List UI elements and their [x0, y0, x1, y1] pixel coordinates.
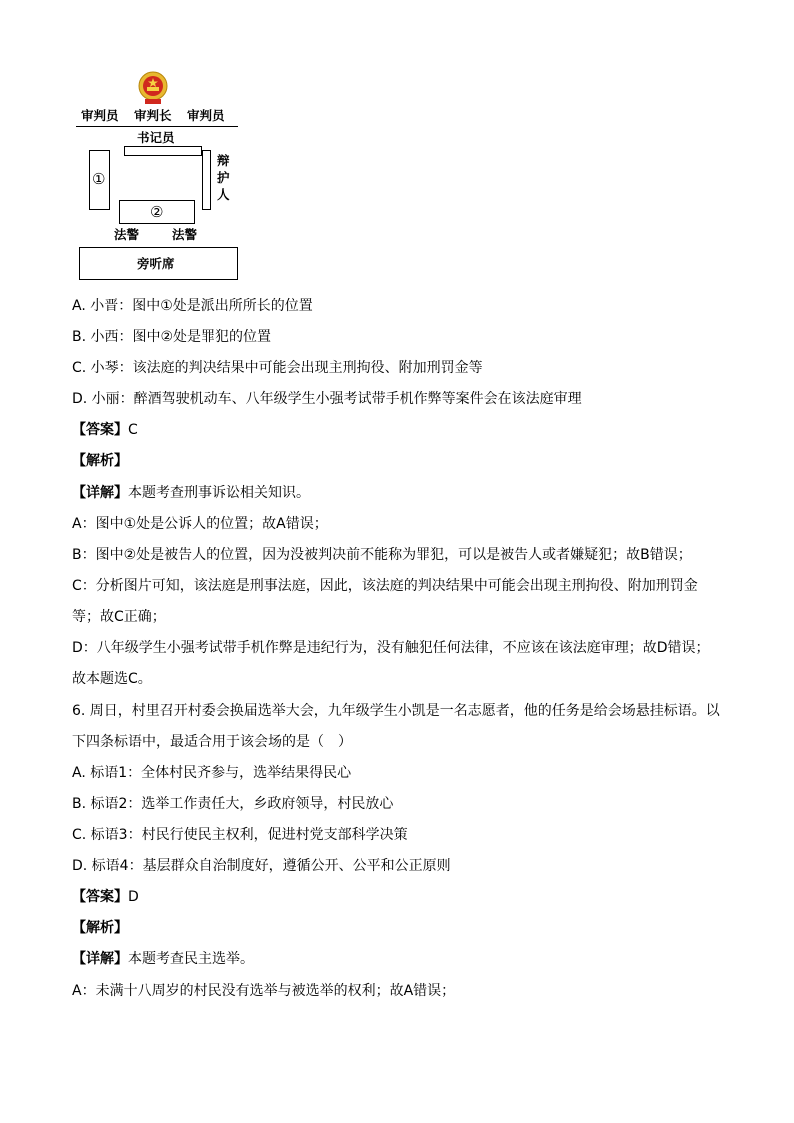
answer-tag: 【答案】: [72, 422, 128, 438]
q5-explanation-b: B：图中②处是被告人的位置，因为没被判决前不能称为罪犯，可以是被告人或者嫌疑犯；故B错误；: [72, 547, 692, 563]
q6-analysis-tag: 【解析】: [72, 920, 128, 936]
q6-explanation-a: A：未满十八周岁的村民没有选举与被选举的权利；故A错误；: [72, 983, 456, 999]
clerk-desk: [124, 146, 202, 156]
defender-label-1: 辩: [217, 153, 230, 168]
q5-answer: [72, 421, 138, 439]
q5-analysis-tag: 【解析】: [72, 453, 128, 469]
detail-text: 本题考查刑事诉讼相关知识。: [128, 485, 310, 501]
answer-tag: 【答案】: [72, 889, 128, 905]
gallery-label: 旁听席: [137, 256, 175, 271]
seat-1-label: ①: [92, 170, 106, 188]
q5-option-d: D. 小丽：醉酒驾驶机动车、八年级学生小强考试带手机作弊等案件会在该法庭审理: [72, 391, 582, 407]
q6-stem-line-1: 6. 周日，村里召开村委会换届选举大会，九年级学生小凯是一名志愿者，他的任务是给会场悬挂标语。以: [72, 703, 720, 719]
q5-explanation-a: A：图中①处是公诉人的位置；故A错误；: [72, 516, 328, 532]
seat-2-label: ②: [150, 203, 164, 221]
q5-option-c: C. 小琴：该法庭的判决结果中可能会出现主刑拘役、附加刑罚金等: [72, 360, 483, 376]
answer-value: C: [128, 422, 138, 438]
q6-option-b: B. 标语2：选举工作责任大，乡政府领导，村民放心: [72, 796, 394, 812]
chief-judge-label: 审判长: [134, 108, 172, 123]
detail-tag: 【详解】: [72, 485, 128, 501]
q5-explanation-c: C：分析图片可知，该法庭是刑事法庭，因此，该法庭的判决结果中可能会出现主刑拘役、附加刑罚金: [72, 578, 698, 594]
courtroom-diagram: [76, 66, 242, 282]
q5-detail: [72, 484, 310, 502]
q6-detail: [72, 950, 254, 968]
bench-line: [76, 126, 238, 127]
judge-label-right: 审判员: [187, 108, 225, 123]
detail-text: 本题考查民主选举。: [128, 951, 254, 967]
q5-option-b: B. 小西：图中②处是罪犯的位置: [72, 329, 272, 345]
national-emblem-icon: [136, 70, 170, 106]
bailiff-left-label: 法警: [114, 227, 140, 242]
bailiff-right-label: 法警: [172, 227, 198, 242]
q5-explanation-c-cont: 等；故C正确；: [72, 609, 166, 625]
judge-label-left: 审判员: [81, 108, 119, 123]
q6-stem-line-2: 下四条标语中，最适合用于该会场的是（ ）: [72, 734, 352, 750]
q5-explanation-d: D：八年级学生小强考试带手机作弊是违纪行为，没有触犯任何法律，不应该在该法庭审理；故D错误；: [72, 640, 710, 656]
q6-answer: [72, 888, 139, 906]
defender-desk: [202, 150, 211, 210]
detail-tag: 【详解】: [72, 951, 128, 967]
clerk-label: 书记员: [137, 130, 175, 145]
q6-option-c: C. 标语3：村民行使民主权利，促进村党支部科学决策: [72, 827, 408, 843]
q5-conclusion: 故本题选C。: [72, 671, 152, 687]
answer-value: D: [128, 889, 139, 905]
q6-option-d: D. 标语4：基层群众自治制度好，遵循公开、公平和公正原则: [72, 858, 451, 874]
defender-label-2: 护: [217, 170, 230, 185]
q5-option-a: A. 小晋：图中①处是派出所所长的位置: [72, 298, 313, 314]
defender-label-3: 人: [217, 187, 230, 202]
q6-option-a: A. 标语1：全体村民齐参与，选举结果得民心: [72, 765, 352, 781]
